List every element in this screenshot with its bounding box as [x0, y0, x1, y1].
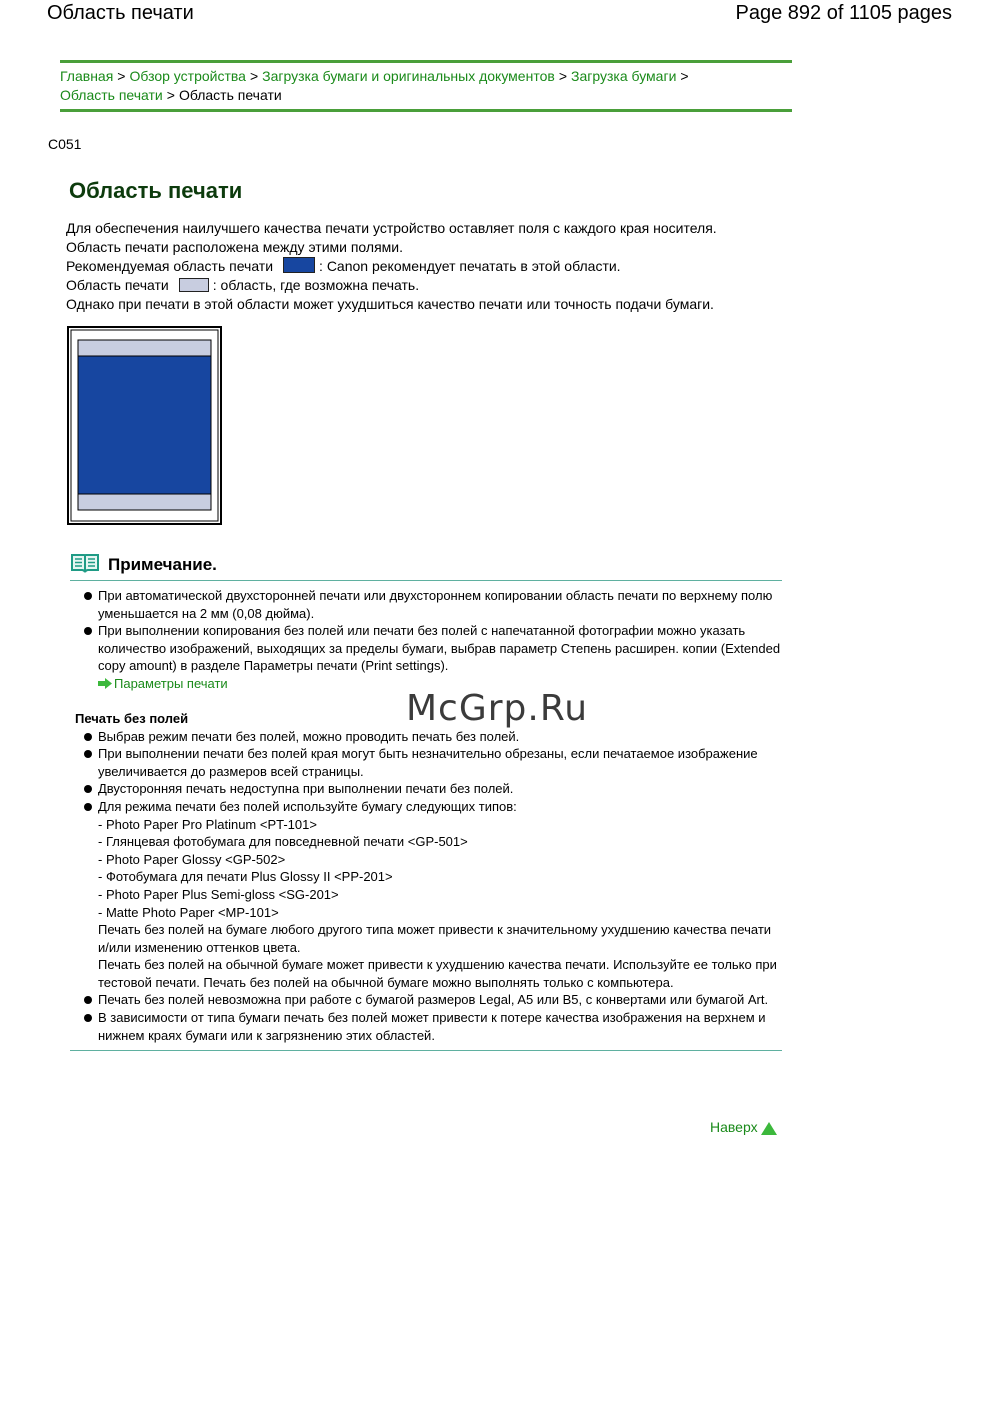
paper-type: - Photo Paper Glossy <GP-502> — [98, 851, 286, 867]
page-header-title: Область печати — [47, 2, 194, 24]
bullet-icon — [84, 592, 92, 600]
watermark: McGrp.Ru — [406, 688, 589, 729]
breadcrumb — [60, 67, 790, 105]
breadcrumb-separator: > — [558, 68, 567, 84]
breadcrumb-separator: > — [117, 68, 126, 84]
paper-type: - Глянцевая фотобумага для повседневной печати <GP-501> — [98, 834, 468, 850]
note-title: Примечание. — [108, 555, 217, 574]
intro-line-recommended — [66, 257, 826, 276]
bullet-icon — [84, 803, 92, 811]
list-item — [70, 745, 782, 780]
list-item — [70, 1009, 782, 1044]
breadcrumb-current: Область печати — [178, 87, 282, 103]
bullet-icon — [84, 733, 92, 741]
list-item — [70, 587, 782, 622]
printable-desc: : область, где возможна печать. — [212, 277, 420, 293]
list-item — [70, 991, 782, 1009]
intro-line-printable — [66, 276, 826, 295]
list-item — [70, 728, 782, 746]
recommended-desc: : Canon рекомендует печатать в этой области. — [319, 258, 621, 274]
recommended-area — [78, 356, 211, 494]
breadcrumb-separator: > — [249, 68, 259, 84]
triangle-up-icon — [761, 1122, 777, 1135]
bullet-icon — [84, 750, 92, 758]
bullet-icon — [84, 785, 92, 793]
list-item — [70, 798, 782, 992]
page-title: Область печати — [69, 178, 243, 203]
paper-type: - Photo Paper Pro Platinum <PT-101> — [98, 816, 317, 832]
paper-type: - Matte Photo Paper <MP-101> — [98, 904, 279, 920]
paper-type: - Photo Paper Plus Semi-gloss <SG-201> — [98, 886, 339, 902]
papers-warning: Печать без полей на бумаге любого другого типа может привести к значительному ухудшению качества печати и/или изменению оттенков цвета. — [98, 922, 772, 955]
breadcrumb-separator: > — [680, 68, 689, 84]
borderless-item-text: Выбрав режим печати без полей, можно проводить печать без полей. — [98, 728, 520, 744]
arrow-right-icon — [98, 678, 112, 689]
intro-text — [66, 219, 826, 314]
breadcrumb-link-loading[interactable]: Загрузка бумаги и оригинальных документов — [262, 68, 555, 84]
papers-intro: Для режима печати без полей используйте бумагу следующих типов: — [98, 798, 517, 814]
breadcrumb-link-home[interactable]: Главная — [60, 68, 114, 84]
breadcrumb-link-print-area[interactable]: Область печати — [60, 87, 163, 103]
list-item — [70, 622, 782, 675]
page-count: Page 892 of 1105 pages — [735, 2, 952, 24]
printable-area-swatch — [179, 278, 209, 292]
paper-type: - Фотобумага для печати Plus Glossy II <PP-201> — [98, 869, 393, 885]
back-to-top-link[interactable] — [710, 1119, 777, 1135]
borderless-item-text: Печать без полей невозможна при работе с бумагой размеров Legal, A5 или B5, с конвертами или бумагой Art. — [98, 992, 769, 1008]
note-bottom-rule — [70, 1050, 782, 1051]
note-list — [70, 587, 782, 675]
borderless-item-text: При выполнении печати без полей края могут быть незначительно обрезаны, если печатаемое изображение увеличивается до размеров всей страницы. — [98, 746, 758, 779]
breadcrumb-top-rule — [60, 60, 792, 63]
bullet-icon — [84, 627, 92, 635]
intro-line: Однако при печати в этой области может ухудшиться качество печати или точность подачи бумаги. — [66, 296, 714, 312]
borderless-item-text: Двусторонняя печать недоступна при выполнении печати без полей. — [98, 781, 514, 797]
recommended-area-swatch — [283, 257, 315, 273]
list-item — [70, 780, 782, 798]
note-item-text: При выполнении копирования без полей или печати без полей с напечатанной фотографии можно указать количество изображений, выходящих за пределы бумаги, выбрав параметр Степень расширен. копии (Extended copy amount) в разделе Параметры печати (Print settings). — [98, 623, 781, 674]
breadcrumb-link-paper[interactable]: Загрузка бумаги — [571, 68, 677, 84]
breadcrumb-bottom-rule — [60, 109, 792, 112]
book-icon — [70, 552, 100, 574]
printable-label: Область печати — [66, 277, 169, 293]
note-section — [70, 550, 782, 1051]
borderless-item-text: В зависимости от типа бумаги печать без полей может привести к потере качества изображения на верхнем и нижнем краях бумаги или к загрязнению этих областей. — [98, 1010, 766, 1043]
bullet-icon — [84, 996, 92, 1004]
borderless-title: Печать без полей — [75, 710, 189, 726]
print-area-diagram — [67, 326, 223, 526]
breadcrumb-link-overview[interactable]: Обзор устройства — [129, 68, 246, 84]
note-item-text: При автоматической двухсторонней печати или двухстороннем копировании область печати по верхнему полю уменьшается на 2 мм (0,08 дюйма). — [98, 588, 773, 621]
note-header — [70, 550, 782, 581]
bullet-icon — [84, 1014, 92, 1022]
papers-warning: Печать без полей на обычной бумаге может привести к ухудшению качества печати. Используйте ее только при тестовой печати. Печать без полей на обычной бумаге можно выполнять только с компьютера. — [98, 957, 777, 990]
back-to-top-label: Наверх — [710, 1119, 758, 1135]
intro-line: Для обеспечения наилучшего качества печати устройство оставляет поля с каждого края носителя. — [66, 220, 717, 236]
borderless-list — [70, 728, 782, 1045]
recommended-label: Рекомендуемая область печати — [66, 258, 274, 274]
intro-line: Область печати расположена между этими полями. — [66, 239, 403, 255]
document-code: C051 — [48, 136, 82, 152]
print-settings-link[interactable]: Параметры печати — [114, 675, 228, 691]
breadcrumb-separator: > — [166, 87, 175, 103]
